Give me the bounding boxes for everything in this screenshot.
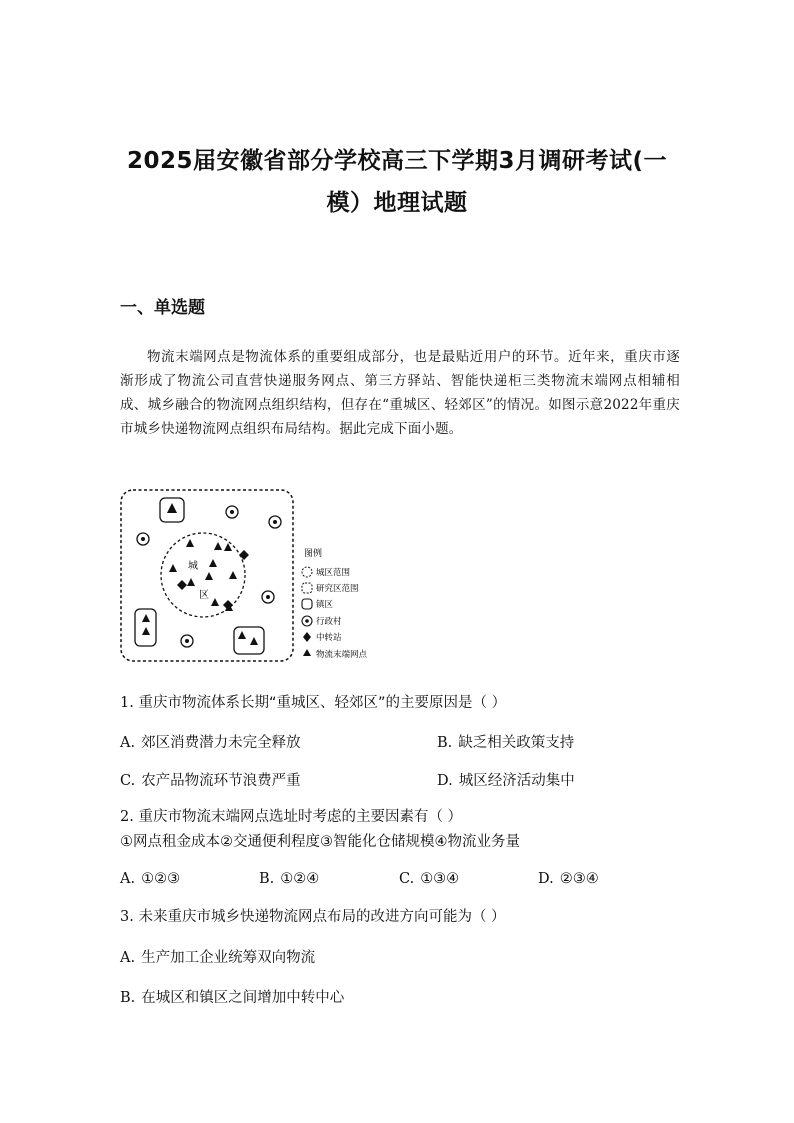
- logistics-point-icon: [229, 571, 237, 579]
- layout-diagram: [118, 487, 398, 667]
- legend-label: 城区范围: [316, 568, 351, 578]
- city-range-icon: [302, 567, 312, 577]
- town-icon: [302, 599, 312, 609]
- q3-option-b[interactable]: [120, 986, 344, 1007]
- page-title: [100, 140, 694, 224]
- q2-option-d[interactable]: [538, 871, 599, 887]
- legend-label: 物流末端网点: [316, 650, 368, 660]
- logistics-point-icon: [186, 539, 194, 547]
- question-2: [120, 807, 462, 827]
- logistics-point-icon: [205, 572, 213, 580]
- title-line-2: 模）地理试题: [326, 190, 468, 216]
- logistics-point-icon: [211, 598, 219, 606]
- section-heading: 一、单选题: [120, 298, 205, 318]
- option-text: ①③④: [420, 871, 460, 887]
- legend: [302, 547, 368, 660]
- town-area: [135, 609, 156, 646]
- village-icon: [226, 506, 238, 518]
- q3-option-a[interactable]: [120, 946, 315, 967]
- village-icon: [269, 516, 281, 528]
- option-text: 郊区消费潜力未完全释放: [141, 735, 301, 751]
- q2-option-a[interactable]: [120, 871, 180, 887]
- option-text: ①②④: [280, 871, 320, 887]
- town-area: [234, 627, 264, 654]
- option-text: ②③④: [559, 871, 599, 887]
- option-letter: A.: [120, 735, 136, 751]
- city-label-char-2: 区: [199, 590, 209, 601]
- option-text: 缺乏相关政策支持: [458, 735, 575, 751]
- option-letter: C.: [399, 871, 415, 887]
- title-line-1: 2025届安徽省部分学校高三下学期3月调研考试(一: [126, 148, 668, 174]
- reading-passage: 物流末端网点是物流体系的重要组成部分，也是最贴近用户的环节。近年来，重庆市逐渐形成了物流公司直营快递服务网点、第三方驿站、智能快递柜三类物流末端网点相辅相成、城乡融合的物流网点组织结构，但存在“重城区、轻郊区”的情况。如图示意2022年重庆市城乡快递物流网点组织布局结构。据此完成下面小题。: [120, 349, 680, 437]
- logistics-point-icon: [187, 578, 195, 586]
- option-text: 生产加工企业统筹双向物流: [141, 950, 316, 966]
- q2-option-b[interactable]: [259, 871, 319, 887]
- question-2-statements: ①网点租金成本②交通便利程度③智能化仓储规模④物流业务量: [120, 834, 520, 850]
- option-letter: B.: [120, 990, 136, 1006]
- option-text: ①②③: [141, 871, 181, 887]
- logistics-point-legend-icon: [303, 649, 311, 656]
- q1-option-a[interactable]: [120, 731, 301, 752]
- question-number: 3.: [120, 909, 134, 925]
- option-letter: B.: [259, 871, 275, 887]
- legend-label: 镇区: [316, 600, 334, 610]
- legend-title: 图例: [304, 549, 323, 559]
- logistics-point-icon: [209, 559, 217, 567]
- q2-option-c[interactable]: [399, 871, 459, 887]
- legend-label: 中转站: [316, 633, 342, 643]
- legend-label: 研究区范围: [316, 584, 359, 594]
- legend-label: 行政村: [316, 617, 342, 627]
- question-number: 2.: [120, 809, 134, 825]
- question-stem: 重庆市物流末端网点选址时考虑的主要因素有（ ）: [138, 809, 463, 825]
- q1-option-c[interactable]: [120, 769, 301, 790]
- question-stem: 未来重庆市城乡快递物流网点布局的改进方向可能为（ ）: [138, 909, 506, 925]
- option-text: 农产品物流环节浪费严重: [141, 773, 301, 789]
- transfer-station-icon: [177, 580, 187, 590]
- village-legend-icon: [302, 616, 312, 626]
- question-stem: 重庆市物流体系长期“重城区、轻郊区”的主要原因是（ ）: [138, 695, 507, 711]
- option-text: 在城区和镇区之间增加中转中心: [141, 990, 345, 1006]
- town-area: [160, 498, 184, 522]
- question-1: [120, 693, 506, 713]
- question-number: 1.: [120, 695, 134, 711]
- option-letter: A.: [120, 950, 136, 966]
- city-label-char-1: 城: [188, 561, 198, 572]
- question-3: [120, 907, 506, 927]
- option-text: 城区经济活动集中: [458, 773, 575, 789]
- option-letter: C.: [120, 773, 136, 789]
- logistics-point-icon: [214, 542, 222, 550]
- option-letter: D.: [538, 871, 554, 887]
- transfer-station-legend-icon: [303, 632, 311, 642]
- transfer-station-icon: [239, 550, 249, 560]
- logistics-layout-figure: [118, 487, 398, 667]
- village-icon: [262, 591, 274, 603]
- village-icon: [137, 533, 149, 545]
- option-letter: A.: [120, 871, 136, 887]
- village-icon: [181, 635, 193, 647]
- option-letter: D.: [437, 773, 453, 789]
- logistics-point-icon: [169, 564, 177, 572]
- option-letter: B.: [437, 735, 453, 751]
- q1-option-d[interactable]: [437, 769, 575, 790]
- study-range-icon: [302, 583, 312, 593]
- q1-option-b[interactable]: [437, 731, 574, 752]
